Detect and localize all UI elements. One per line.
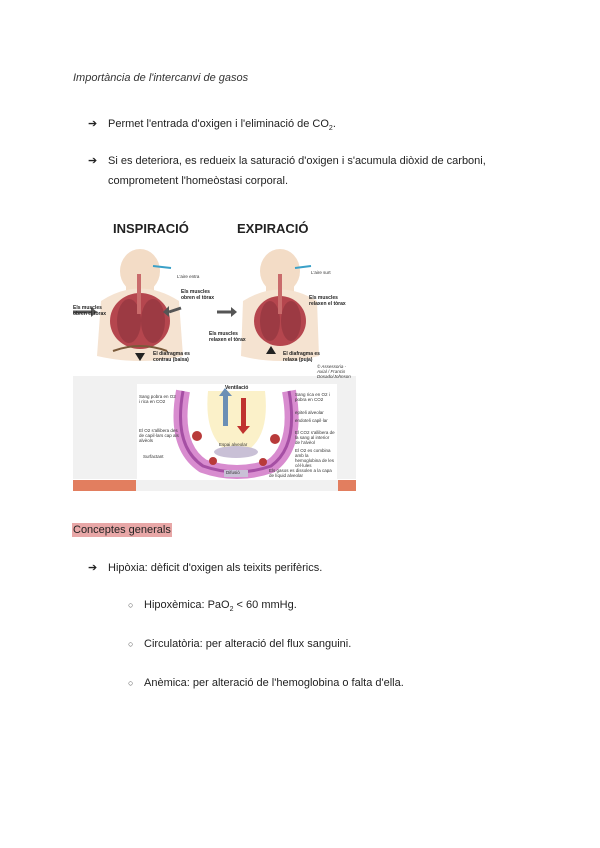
section-title: Importància de l'intercanvi de gasos [73,72,249,84]
bullet-text-line2: comprometent l'homeòstasi corporal. [108,175,289,187]
subitem-text-post: < 60 mmHg. [233,599,297,611]
bullet-punct: . [332,118,336,130]
muscles-relax-label: Els muscles relaxen el tòrax [309,295,346,307]
subitem-2 [128,638,351,650]
bullet-item-1 [88,114,336,139]
hipoxia-item [88,558,322,578]
muscles-open-chest-left-label: Els muscles obren el tòrax [73,305,107,317]
image-credit: © Assessoria - Axial / Francis Dosado/Johnson [317,364,351,379]
circle-bullet-icon: ○ [128,639,134,649]
o2-diffuses-label: El O2 s'allibera des de capil·lars cap als alvèols [139,428,179,443]
arrow-bullet-icon: ➔ [88,562,98,574]
subitem-text: Anèmica: per alteració de l'hemoglobina o falta d'ella. [144,677,404,689]
circle-bullet-icon: ○ [128,678,134,688]
subitem-1 [128,599,297,613]
subscript: 2 [229,606,234,614]
blood-rich-o2-label: Sang rica en O2 i pobra en CO2 [295,392,330,402]
respiration-figure [73,216,356,491]
expiration-title: EXPIRACIÓ [237,221,309,236]
ventilation-label: Ventilació [225,385,249,391]
inspiration-title: INSPIRACIÓ [113,221,189,236]
alveolar-epithelium-label: epiteli alveolar [295,410,324,415]
subitem-3 [128,677,404,689]
co2-diffuses-label: El CO2 s'allibera de la sang al interior de l'alvèol [295,430,335,445]
circle-bullet-icon: ○ [128,600,134,610]
capillary-endothelium-label: endoteli capil·lar [295,418,328,423]
bullet-text: Permet l'entrada d'oxigen i l'eliminació de CO [108,118,329,130]
surfactant-label: Surfactant [143,454,164,459]
bullet-text-line1: Si es deteriora, es redueix la saturació d'oxigen i s'acumula diòxid de carboni, [108,155,486,167]
subitem-text: Circulatòria: per alteració del flux sanguini. [144,638,352,650]
air-in-label: L'aire entra [177,274,200,279]
muscles-open-chest-label: Els muscles obren el tòrax [181,289,215,301]
arrow-bullet-icon: ➔ [88,118,98,130]
diaphragm-contracts-label: El diafragma es contrau (baixa) [153,351,190,363]
subitem-text: Hipoxèmica: PaO [144,599,230,611]
blood-poor-o2-label: Sang pobra en O2 i rica en CO2 [139,394,176,404]
muscles-relax-left-label: Els muscles relaxen el tòrax [209,331,246,343]
alveolar-space-label: Espai alveolar [219,442,248,447]
gases-dissolve-label: Els gasos es dissolen a la capa de líquid alveolar [269,468,332,478]
hipoxia-text: Hipòxia: dèficit d'oxigen als teixits perifèrics. [108,562,323,574]
subscript: 2 [328,125,333,133]
diffusion-label: Difusió [226,470,240,475]
arrow-bullet-icon: ➔ [88,155,98,167]
bullet-item-2 [88,151,528,191]
concepts-heading: Conceptes generals [73,524,171,536]
air-out-label: L'aire surt [311,270,331,275]
diaphragm-relaxes-label: El diafragma es relaxa (puja) [283,351,320,363]
o2-combines-label: El O2 es combina amb la hemoglobina de les cèl·lules [295,448,335,468]
